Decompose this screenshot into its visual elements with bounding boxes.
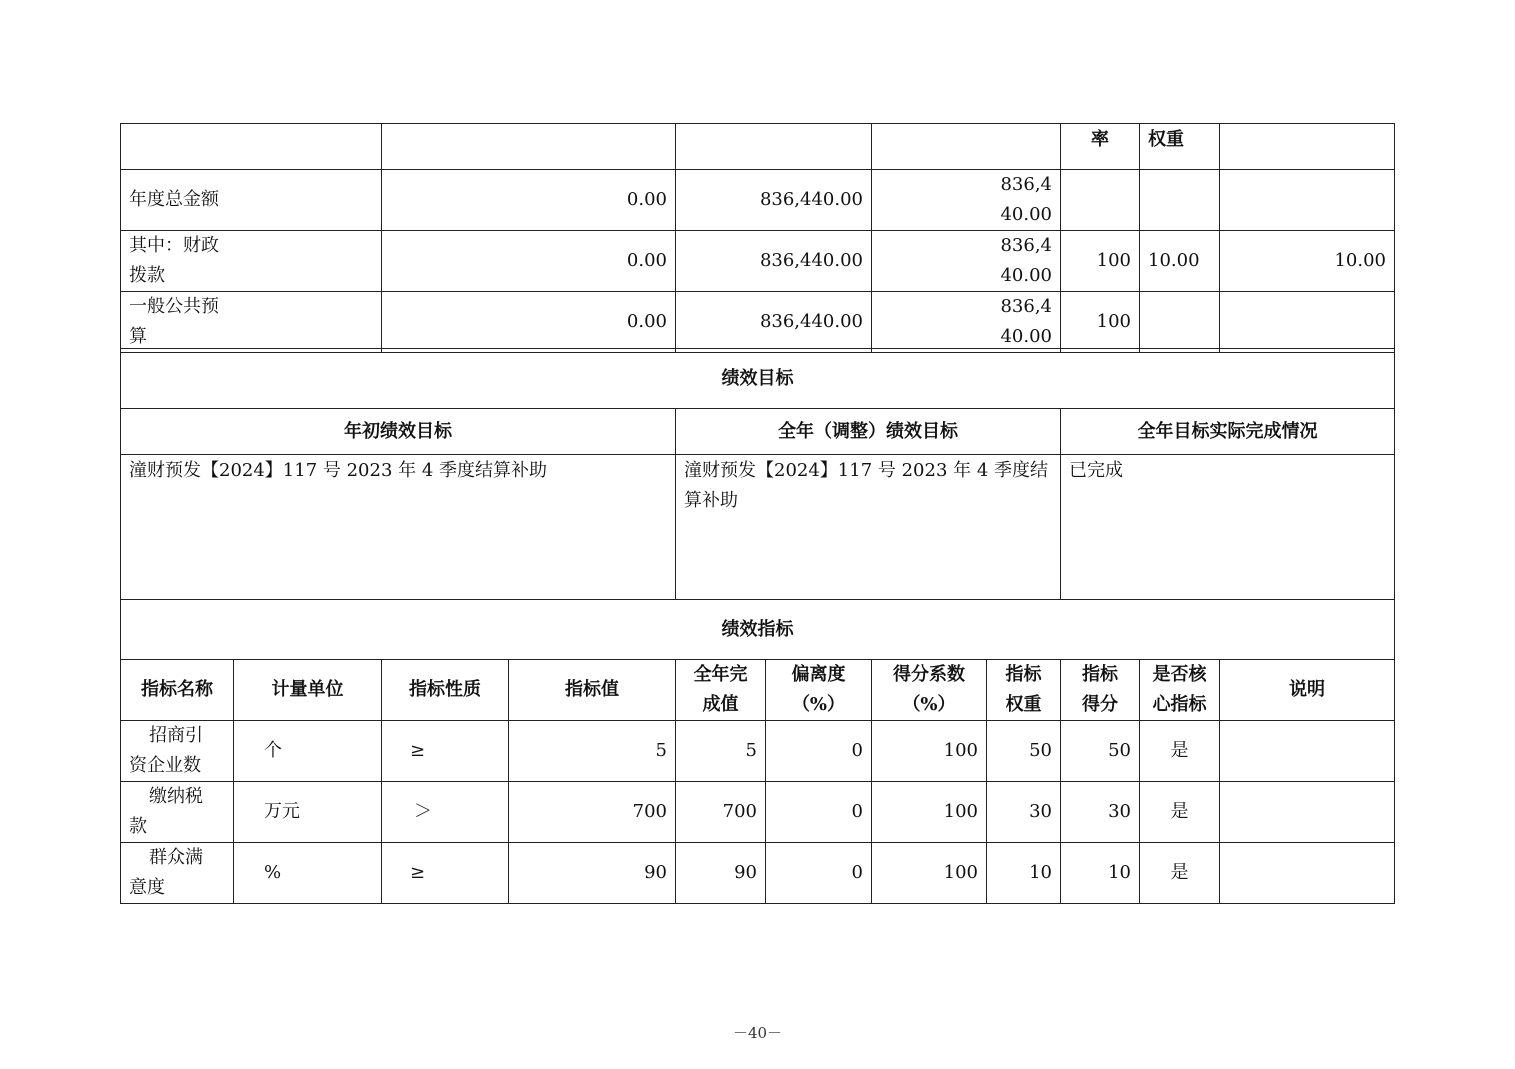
- indicator-deviation: 0: [766, 843, 872, 904]
- indicator-coef: 100: [872, 721, 987, 782]
- funds-row-label-text: 其中：财政拨款: [129, 235, 219, 286]
- indicator-coef: 100: [872, 843, 987, 904]
- funds-header-rate: 率: [1061, 124, 1140, 170]
- header-core-text: 是否核心指标: [1152, 664, 1207, 715]
- indicator-name-text: 缴纳税款: [129, 786, 203, 837]
- funds-rate: [1061, 170, 1140, 231]
- adjusted-goal-text: 潼财预发【2024】117 号 2023 年 4 季度结算补助: [676, 455, 1061, 600]
- funds-header-cell: [121, 124, 382, 170]
- header-weight-text: 指标权重: [1005, 664, 1042, 715]
- funds-actual-text: 836,440.00: [1000, 296, 1052, 347]
- initial-goal-text: 潼财预发【2024】117 号 2023 年 4 季度结算补助: [121, 455, 676, 600]
- funds-actual-text: 836,440.00: [1000, 235, 1052, 286]
- indicator-row: [121, 782, 1395, 843]
- indicator-nature: ≥: [382, 721, 509, 782]
- indicator-unit: %: [234, 843, 382, 904]
- indicator-unit: 个: [234, 721, 382, 782]
- header-unit: 计量单位: [234, 660, 382, 721]
- header-done-text: 全年完成值: [693, 664, 748, 715]
- funds-header-cell: [872, 124, 1061, 170]
- indicator-weight: 50: [987, 721, 1061, 782]
- indicator-done: 5: [676, 721, 766, 782]
- indicator-deviation: 0: [766, 721, 872, 782]
- indicator-unit: 万元: [234, 782, 382, 843]
- funds-rate: 100: [1061, 292, 1140, 353]
- completion-text: 已完成: [1061, 455, 1395, 600]
- funds-weight: [1140, 170, 1220, 231]
- funds-row: [121, 231, 1395, 292]
- indicator-score: 50: [1061, 721, 1140, 782]
- indicator-value: 90: [509, 843, 676, 904]
- indicators-title-row: [121, 600, 1395, 660]
- indicator-name: [121, 843, 234, 904]
- funds-table: [120, 123, 1395, 353]
- indicator-weight: 30: [987, 782, 1061, 843]
- funds-row-label-text: 一般公共预算: [129, 296, 219, 347]
- funds-initial: 0.00: [382, 292, 676, 353]
- header-coef: [872, 660, 987, 721]
- goals-content-row: [121, 455, 1395, 600]
- indicator-nature: ≥: [382, 843, 509, 904]
- header-score-text: 指标得分: [1082, 664, 1118, 715]
- funds-header-cell: [382, 124, 676, 170]
- indicator-name-text: 群众满意度: [129, 847, 203, 898]
- funds-score: [1220, 170, 1395, 231]
- funds-initial: 0.00: [382, 231, 676, 292]
- indicator-score: 10: [1061, 843, 1140, 904]
- indicator-coef: 100: [872, 782, 987, 843]
- header-deviation-text: 偏离度（%）: [791, 664, 846, 715]
- goals-title-row: [121, 349, 1395, 409]
- header-indicator-name: 指标名称: [121, 660, 234, 721]
- funds-actual-text: 836,440.00: [1000, 174, 1052, 225]
- funds-score: [1220, 292, 1395, 353]
- funds-row-label: [121, 170, 382, 231]
- indicators-header-row: [121, 660, 1395, 721]
- goals-header-adjusted: 全年（调整）绩效目标: [676, 409, 1061, 455]
- header-weight: [987, 660, 1061, 721]
- indicator-done: 90: [676, 843, 766, 904]
- funds-header-cell: [676, 124, 872, 170]
- indicator-weight: 10: [987, 843, 1061, 904]
- indicator-done: 700: [676, 782, 766, 843]
- indicator-row: [121, 843, 1395, 904]
- funds-adjusted-text: 836,440.00: [759, 250, 863, 271]
- indicator-name: [121, 721, 234, 782]
- header-note: 说明: [1220, 660, 1395, 721]
- goals-header-row: [121, 409, 1395, 455]
- funds-row-label: [121, 292, 382, 353]
- indicator-core: 是: [1140, 721, 1220, 782]
- funds-weight: [1140, 292, 1220, 353]
- funds-weight: 10.00: [1140, 231, 1220, 292]
- funds-row: [121, 170, 1395, 231]
- indicator-note: [1220, 782, 1395, 843]
- funds-header-cell: [1220, 124, 1395, 170]
- indicator-name-text: 招商引资企业数: [129, 725, 203, 776]
- funds-actual: [872, 231, 1061, 292]
- indicators-title: 绩效指标: [121, 600, 1395, 660]
- header-done: [676, 660, 766, 721]
- funds-actual: [872, 170, 1061, 231]
- goals-title: 绩效目标: [121, 349, 1395, 409]
- funds-score: 10.00: [1220, 231, 1395, 292]
- header-nature: 指标性质: [382, 660, 509, 721]
- indicators-table: [120, 599, 1395, 904]
- page-number: －40－: [732, 1024, 783, 1042]
- header-core: [1140, 660, 1220, 721]
- goals-header-initial: 年初绩效目标: [121, 409, 676, 455]
- funds-adjusted-text: 836,440.00: [759, 189, 863, 210]
- header-score: [1061, 660, 1140, 721]
- header-coef-text: 得分系数（%）: [893, 664, 965, 715]
- indicator-nature: ＞: [382, 782, 509, 843]
- indicator-value: 5: [509, 721, 676, 782]
- funds-initial: 0.00: [382, 170, 676, 231]
- indicator-row: [121, 721, 1395, 782]
- funds-adjusted: [676, 170, 872, 231]
- header-deviation: [766, 660, 872, 721]
- indicator-note: [1220, 843, 1395, 904]
- header-value: 指标值: [509, 660, 676, 721]
- funds-rate: 100: [1061, 231, 1140, 292]
- indicator-deviation: 0: [766, 782, 872, 843]
- goals-table: [120, 348, 1395, 600]
- funds-header-weight: 权重: [1140, 124, 1220, 170]
- indicator-note: [1220, 721, 1395, 782]
- goals-header-completion: 全年目标实际完成情况: [1061, 409, 1395, 455]
- funds-row-label-text: 年度总金额: [129, 189, 219, 210]
- indicator-name: [121, 782, 234, 843]
- indicator-core: 是: [1140, 843, 1220, 904]
- funds-header-row: [121, 124, 1395, 170]
- indicator-core: 是: [1140, 782, 1220, 843]
- funds-adjusted: [676, 231, 872, 292]
- indicator-value: 700: [509, 782, 676, 843]
- funds-row-label: [121, 231, 382, 292]
- indicator-score: 30: [1061, 782, 1140, 843]
- funds-adjusted: [676, 292, 872, 353]
- funds-actual: [872, 292, 1061, 353]
- funds-adjusted-text: 836,440.00: [759, 311, 863, 332]
- funds-row: [121, 292, 1395, 353]
